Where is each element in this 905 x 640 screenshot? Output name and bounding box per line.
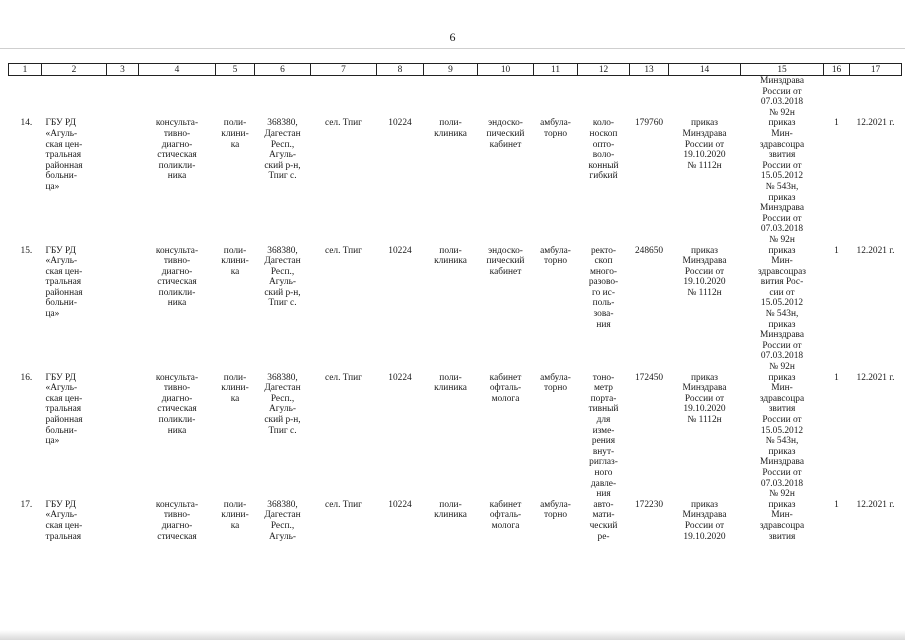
header-col-5: 5 [216,64,255,76]
cell-col-14: приказ Минздрава России от 19.10.2020 [682,499,727,542]
cell-col-11: амбула- торно [540,245,571,267]
empty-cell [255,76,311,119]
cell-col-3 [107,246,139,373]
page-top-rule [0,48,905,49]
cell-col-6: 368380, Дагестан Респ., Агуль- ский р-н, Тпиг с. [264,372,301,436]
cell-col-9: поли- клиника [434,372,467,394]
page-number: 6 [449,30,456,44]
cell-col-11: амбула- торно [540,499,571,521]
empty-cell [216,76,255,119]
cell-col-9: поли- клиника [434,245,467,267]
cell-col-2: ГБУ РД «Агуль- ская цен- тральная районная больни- ца» [45,372,83,447]
cell-col-15: приказ Мин- здравсоцра звития России от 15.05.2012 № 543н, приказ Минздрава России от 07.03.2018 № 92н [759,372,805,500]
empty-cell [850,76,902,119]
table-row [9,118,902,245]
cell-col-2: ГБУ РД «Агуль- ская цен- тральная районная больни- ца» [45,245,83,320]
cell-col-11: амбула- торно [540,372,571,394]
cell-col-16: 1 [834,118,839,129]
empty-cell [630,76,669,119]
cell-col-11: амбула- торно [540,118,571,139]
header-col-16: 16 [824,64,850,76]
header-col-3: 3 [107,64,139,76]
cell-col-5: поли- клини- ка [221,499,249,531]
cell-col-10: эндоско- пический кабинет [486,118,525,150]
cell-col-4: консульта- тивно- диагно- стическая поликли- ника [155,118,199,182]
header-col-15: 15 [741,64,824,76]
cell-col-6: 368380, Дагестан Респ., Агуль- ский р-н, Тпиг с. [264,245,301,309]
cell-col-15: приказ Мин- здравсоцра звития [759,499,805,542]
cell-col-4: консульта- тивно- диагно- стическая поликли- ника [155,372,199,436]
cell-col-17: 12.2021 г. [856,499,895,510]
header-col-10: 10 [478,64,534,76]
cell-col-2: ГБУ РД «Агуль- ская цен- тральная [45,499,83,542]
header-col-2: 2 [42,64,107,76]
carryover-row [9,76,902,119]
cell-col-17: 12.2021 г. [856,372,895,383]
cell-col-5: поли- клини- ка [221,245,249,277]
empty-cell [42,76,107,119]
cell-col-12: ректо- скоп много- разово- го ис- поль- зова- ния [588,245,619,330]
cell-col-14: приказ Минздрава России от 19.10.2020 № 1112н [682,245,727,298]
column-number-header [9,64,902,76]
cell-col-9: поли- клиника [434,118,467,139]
cell-col-8: 10224 [388,499,412,510]
table-row [9,246,902,373]
empty-cell [424,76,478,119]
cell-col-3 [107,500,139,542]
cell-col-4: консульта- тивно- диагно- стическая поликли- ника [155,245,199,309]
cell-col-16: 1 [834,372,839,383]
cell-col-1: 14. [20,118,33,129]
cell-col-5: поли- клини- ка [221,118,249,150]
cell-col-16: 1 [834,499,839,510]
cell-col-17: 12.2021 г. [856,245,895,256]
empty-cell [139,76,216,119]
header-col-13: 13 [630,64,669,76]
cell-col-4: консульта- тивно- диагно- стическая [155,499,199,542]
cell-col-1: 17. [20,499,33,510]
empty-cell [9,76,42,119]
cell-col-12: тоно- метр порта- тивный для изме- рения внут- риглаз- ного давле- ния [588,372,619,500]
cell-col-8: 10224 [388,372,412,383]
table-row [9,373,902,500]
cell-col-10: эндоско- пический кабинет [486,245,525,277]
cell-col-13: 179760 [634,118,664,129]
cell-col-6: 368380, Дагестан Респ., Агуль- [264,499,301,542]
cell-col-14: приказ Минздрава России от 19.10.2020 № 1112н [682,372,727,425]
cell-col-9: поли- клиника [434,499,467,521]
cell-col-16: 1 [834,245,839,256]
cell-col-3 [107,373,139,500]
register-table [8,63,902,542]
cell-col-8: 10224 [388,245,412,256]
header-col-6: 6 [255,64,311,76]
carryover-cell-col-15: Минздрава России от 07.03.2018 № 92н [760,76,804,118]
cell-col-15: приказ Мин- здравсоцраз вития Рос- сии от 15.05.2012 № 543н, приказ Минздрава России от 07.03.2018 № 92н [758,245,806,373]
header-col-11: 11 [534,64,578,76]
cell-col-7: сел. Тпиг [324,118,363,129]
cell-col-7: сел. Тпиг [324,372,363,383]
cell-col-2: ГБУ РД «Агуль- ская цен- тральная районная больни- ца» [45,118,83,192]
empty-cell [107,76,139,119]
header-col-8: 8 [377,64,424,76]
cell-col-7: сел. Тпиг [324,245,363,256]
cell-col-13: 248650 [634,245,664,256]
cell-col-8: 10224 [388,118,412,129]
cell-col-12: авто- мати- ческий ре- [589,499,618,542]
cell-col-3 [107,118,139,245]
empty-cell [377,76,424,119]
cell-col-13: 172230 [634,499,664,510]
header-col-7: 7 [311,64,377,76]
cell-col-10: кабинет офталь- молога [489,372,522,404]
cell-col-13: 172450 [634,372,664,383]
header-col-9: 9 [424,64,478,76]
cell-col-10: кабинет офталь- молога [489,499,522,531]
scan-edge-shadow [0,630,905,640]
empty-cell [824,76,850,119]
cell-col-1: 15. [20,245,33,256]
table-row [9,500,902,542]
empty-cell [311,76,377,119]
cell-col-15: приказ Мин- здравсоцра звития России от 15.05.2012 № 543н, приказ Минздрава России от 07.03.2018 № 92н [759,118,805,245]
header-col-1: 1 [9,64,42,76]
cell-col-7: сел. Тпиг [324,499,363,510]
cell-col-1: 16. [20,372,33,383]
header-col-12: 12 [578,64,630,76]
cell-col-17: 12.2021 г. [856,118,895,129]
empty-cell [669,76,741,119]
empty-cell [534,76,578,119]
empty-cell [578,76,630,119]
cell-col-14: приказ Минздрава России от 19.10.2020 № 1112н [682,118,727,171]
cell-col-6: 368380, Дагестан Респ., Агуль- ский р-н, Тпиг с. [264,118,301,182]
header-col-4: 4 [139,64,216,76]
header-col-17: 17 [850,64,902,76]
cell-col-12: коло- носкоп опто- воло- конный гибкий [588,118,619,182]
cell-col-5: поли- клини- ка [221,372,249,404]
header-col-14: 14 [669,64,741,76]
empty-cell [478,76,534,119]
